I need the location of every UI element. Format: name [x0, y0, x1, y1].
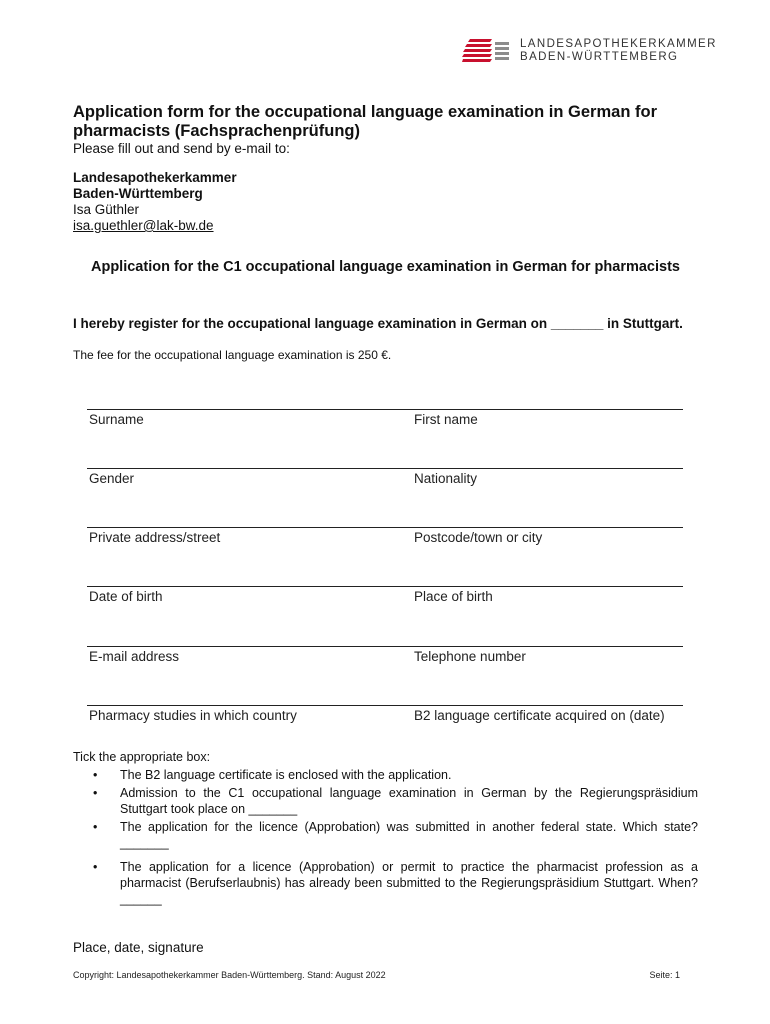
logo-stripes-icon [462, 39, 514, 63]
option-b2-enclosed[interactable] [73, 767, 698, 783]
recipient-block [73, 170, 237, 234]
b2-certificate-date-field[interactable]: B2 language certificate acquired on (date) [414, 708, 665, 723]
postcode-town-field[interactable]: Postcode/town or city [414, 530, 543, 545]
chamber-logo [462, 38, 717, 66]
bullet-icon: • [93, 786, 98, 800]
telephone-field[interactable]: Telephone number [414, 649, 526, 664]
nationality-field[interactable]: Nationality [414, 471, 478, 486]
pharmacy-studies-country-field[interactable]: Pharmacy studies in which country [89, 708, 297, 723]
form-title: Application form for the occupational language examination in German for pharmacists (Fachsprachenprüfung) [73, 103, 657, 140]
recipient-email-link[interactable]: isa.guethler@lak-bw.de [73, 218, 214, 233]
option-other-state[interactable] [73, 819, 698, 851]
option-text: Admission to the C1 occupational language examination in German by the Regierungspräsidium Stuttgart took place on _______ [120, 786, 698, 816]
bullet-icon: • [93, 820, 98, 834]
form-field-row [87, 586, 683, 611]
page-number: Seite: 1 [649, 970, 680, 980]
tick-instruction: Tick the appropriate box: [73, 750, 211, 764]
address-field[interactable]: Private address/street [89, 530, 221, 545]
option-text: The B2 language certificate is enclosed with the application. [120, 768, 452, 782]
gender-field[interactable]: Gender [89, 471, 135, 486]
form-field-row [87, 646, 683, 671]
options-list [73, 767, 698, 909]
form-field-row [87, 409, 683, 434]
place-of-birth-field[interactable]: Place of birth [414, 589, 493, 604]
form-field-row [87, 527, 683, 552]
recipient-org-line-2: Baden-Württemberg [73, 186, 203, 201]
logo-line-1: LANDESAPOTHEKERKAMMER [520, 38, 717, 50]
option-text: The application for a licence (Approbation) or permit to practice the pharmacist profession as a pharmacist (Berufserlaubnis) has already been submitted to the Regierungspräsidium Stuttgart. When? ______ [120, 860, 698, 906]
option-submitted-stuttgart[interactable] [73, 859, 698, 907]
bullet-icon: • [93, 768, 98, 782]
signature-label: Place, date, signature [73, 940, 204, 955]
recipient-contact: Isa Güthler [73, 202, 140, 217]
option-admission-c1[interactable] [73, 785, 698, 817]
page-footer [73, 970, 680, 980]
bullet-icon: • [93, 860, 98, 874]
recipient-org-line-1: Landesapothekerkammer [73, 170, 237, 185]
surname-field[interactable]: Surname [89, 412, 144, 427]
form-field-row [87, 468, 683, 493]
intro-text: Please fill out and send by e-mail to: [73, 141, 290, 156]
form-field-row [87, 705, 683, 730]
registration-statement: I hereby register for the occupational language examination in German on _______ in Stuttgart. [73, 316, 683, 331]
fee-statement: The fee for the occupational language examination is 250 €. [73, 348, 392, 362]
logo-line-2: BADEN-WÜRTTEMBERG [520, 50, 679, 63]
logo-text [520, 38, 717, 63]
option-text: The application for the licence (Approbation) was submitted in another federal state. Which state? _______ [120, 820, 698, 850]
first-name-field[interactable]: First name [414, 412, 478, 427]
date-of-birth-field[interactable]: Date of birth [89, 589, 163, 604]
section-subtitle: Application for the C1 occupational language examination in German for pharmacists [91, 259, 680, 275]
email-field[interactable]: E-mail address [89, 649, 180, 664]
footer-copyright: Copyright: Landesapothekerkammer Baden-Württemberg. Stand: August 2022 [73, 970, 386, 980]
